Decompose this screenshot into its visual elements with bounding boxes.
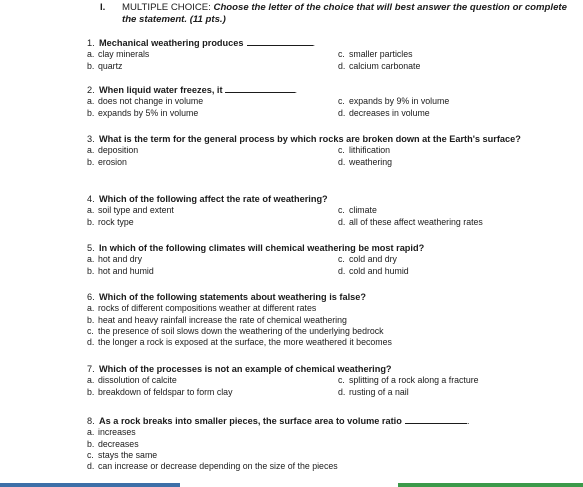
option-a: a. clay minerals [87, 49, 150, 60]
option-b: b. decreases [87, 438, 139, 449]
option-d: d. the longer a rock is exposed at the surface, the more weathered it becomes [87, 337, 392, 348]
option-a: a. hot and dry [87, 254, 143, 265]
option-b: b. hot and humid [87, 265, 154, 276]
question-3 [87, 134, 557, 168]
option-c: c. climate [338, 205, 377, 216]
section-number: I. [100, 2, 106, 13]
option-b: b. heat and heavy rainfall increase the rate of chemical weathering [87, 314, 347, 325]
option-a: a. increases [87, 427, 136, 438]
footer-bar-green [398, 483, 583, 487]
option-c: c. splitting of a rock along a fracture [338, 375, 479, 386]
footer-bar-blue [0, 483, 180, 487]
question-number: 2. [87, 85, 95, 95]
option-c: c. stays the same [87, 449, 158, 460]
option-c: c. the presence of soil slows down the weathering of the underlying bedrock [87, 325, 384, 336]
question-1 [87, 37, 557, 72]
option-a: a. soil type and extent [87, 205, 174, 216]
question-text: What is the term for the general process by which rocks are broken down at the Earth's surface? [99, 134, 521, 144]
section-instructions [122, 2, 572, 26]
question-text: As a rock breaks into smaller pieces, the surface area to volume ratio [99, 416, 402, 426]
option-d: d. rusting of a nail [338, 386, 409, 397]
option-b: b. expands by 5% in volume [87, 107, 199, 118]
option-a: a. dissolution of calcite [87, 375, 177, 386]
option-d: d. calcium carbonate [338, 60, 421, 71]
option-b: b. erosion [87, 156, 127, 167]
question-end-punct: . [466, 416, 470, 426]
option-c: c. cold and dry [338, 254, 397, 265]
instruction-text: Choose the letter of the choice that will best answer the question or complete the statement. (11 pts.) [122, 2, 567, 25]
question-6 [87, 292, 557, 348]
option-c: c. lithification [338, 145, 391, 156]
option-d: d. all of these affect weathering rates [338, 216, 483, 227]
question-number: 4. [87, 194, 95, 204]
question-5 [87, 243, 557, 277]
question-text: In which of the following climates will chemical weathering be most rapid? [99, 243, 425, 253]
option-a: a. rocks of different compositions weather at different rates [87, 303, 317, 314]
question-number: 6. [87, 292, 95, 302]
answer-blank [247, 37, 313, 46]
question-end-punct: . [294, 85, 298, 95]
section-title: MULTIPLE CHOICE: [122, 2, 214, 13]
question-number: 1. [87, 38, 95, 48]
answer-blank [225, 84, 295, 93]
option-c: c. smaller particles [338, 49, 413, 60]
question-number: 5. [87, 243, 95, 253]
option-d: d. cold and humid [338, 265, 409, 276]
question-text: Which of the following affect the rate of weathering? [99, 194, 328, 204]
option-a: a. does not change in volume [87, 96, 204, 107]
option-d: d. decreases in volume [338, 107, 430, 118]
option-b: b. quartz [87, 60, 123, 71]
option-d: d. weathering [338, 156, 393, 167]
question-2 [87, 84, 557, 119]
question-end-punct: . [312, 38, 316, 48]
option-d: d. can increase or decrease depending on the size of the pieces [87, 461, 338, 472]
option-b: b. breakdown of feldspar to form clay [87, 386, 233, 397]
question-text: Which of the following statements about weathering is false? [99, 292, 366, 302]
option-b: b. rock type [87, 216, 134, 227]
option-c: c. expands by 9% in volume [338, 96, 450, 107]
question-text: Mechanical weathering produces [99, 38, 244, 48]
question-number: 8. [87, 416, 95, 426]
question-text: When liquid water freezes, it [99, 85, 223, 95]
question-4 [87, 194, 557, 228]
question-number: 7. [87, 364, 95, 374]
answer-blank [405, 415, 467, 424]
option-a: a. deposition [87, 145, 139, 156]
question-7 [87, 364, 557, 398]
question-8 [87, 415, 557, 472]
question-number: 3. [87, 134, 95, 144]
question-text: Which of the processes is not an example of chemical weathering? [99, 364, 392, 374]
